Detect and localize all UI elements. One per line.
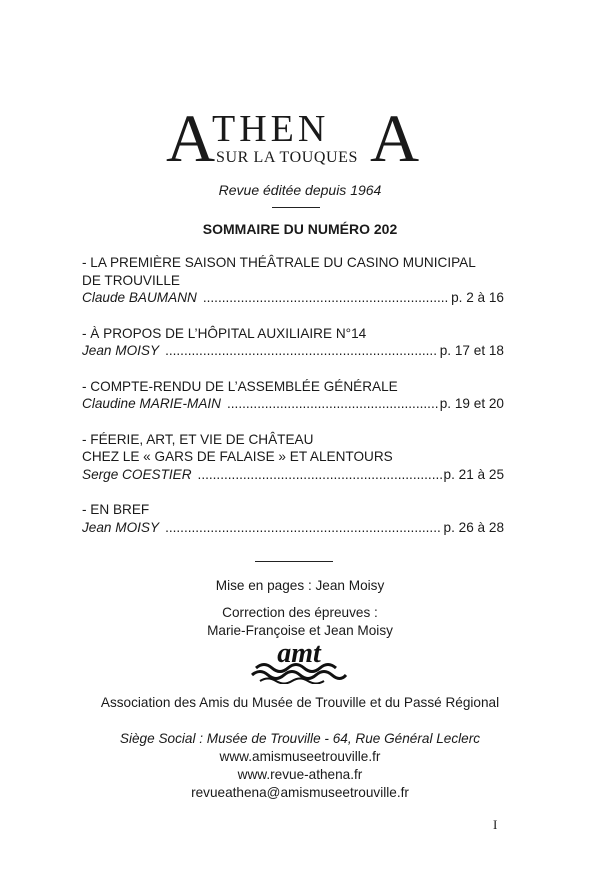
wave-line-2 <box>252 672 346 679</box>
toc-title-line: - FÉERIE, ART, ET VIE DE CHÂTEAU <box>82 431 314 447</box>
association-name: Association des Amis du Musée de Trouville et du Passé Régional <box>100 695 500 710</box>
toc-pages: p. 19 et 20 <box>439 396 504 411</box>
toc-leader-dots <box>203 289 449 307</box>
correction-names: Marie-Françoise et Jean Moisy <box>207 623 393 638</box>
toc-pages: p. 26 à 28 <box>443 519 504 535</box>
toc-leader-dots <box>165 519 441 537</box>
toc-author-line <box>82 342 504 360</box>
toc-author-line <box>82 289 504 307</box>
amt-logo-text: amt <box>277 638 321 669</box>
toc-pages: p. 21 à 25 <box>443 466 504 482</box>
logo-letter-a-right: A <box>370 100 420 176</box>
toc-pages: p. 17 et 18 <box>439 343 504 358</box>
toc-entry <box>82 431 504 484</box>
toc-author-line <box>82 395 504 413</box>
toc-author: Serge COESTIER <box>82 466 192 482</box>
logo-word: THEN <box>212 108 330 150</box>
toc-leader-dots <box>227 395 438 413</box>
toc-author-line <box>82 466 504 484</box>
toc-leader-dots <box>165 342 438 360</box>
divider-middle <box>255 561 333 562</box>
tagline: Revue éditée depuis 1964 <box>218 182 382 198</box>
siege-social: Siège Social : Musée de Trouville - 64, Rue Général Leclerc <box>119 731 481 746</box>
toc-author: Jean MOISY <box>82 519 160 535</box>
layout-credit: Mise en pages : Jean Moisy <box>215 578 385 593</box>
toc-leader-dots <box>198 466 442 484</box>
toc-title-line: - À PROPOS DE L’HÔPITAL AUXILIAIRE N°14 <box>82 325 367 341</box>
athena-logo <box>160 100 440 176</box>
logo-subtitle: SUR LA TOUQUES <box>216 149 359 166</box>
toc-entry <box>82 254 504 307</box>
toc-title-line: - COMPTE-RENDU DE L’ASSEMBLÉE GÉNÉRALE <box>82 378 398 394</box>
toc-entry <box>82 501 504 536</box>
correction-label: Correction des épreuves : <box>222 605 378 620</box>
toc-title-line: CHEZ LE « GARS DE FALAISE » ET ALENTOURS <box>82 449 393 464</box>
sommaire-heading: SOMMAIRE DU NUMÉRO 202 <box>202 221 398 237</box>
divider-short <box>272 207 320 208</box>
page-number: I <box>493 817 498 832</box>
toc-title-line: - EN BREF <box>82 502 150 517</box>
toc-title-line: - LA PREMIÈRE SAISON THÉÂTRALE DU CASINO MUNICIPAL <box>82 255 476 270</box>
toc-entry <box>82 325 504 360</box>
email-link[interactable]: revueathena@amismuseetrouville.fr <box>191 785 409 800</box>
wave-line-3 <box>260 679 324 684</box>
amt-wave-logo <box>246 638 352 684</box>
table-of-contents <box>82 254 504 554</box>
logo-letter-a-left: A <box>166 100 216 176</box>
toc-author-line <box>82 519 504 537</box>
toc-author: Claude BAUMANN <box>82 290 197 305</box>
toc-pages: p. 2 à 16 <box>451 290 504 305</box>
toc-author: Jean MOISY <box>82 343 160 358</box>
toc-title-line: DE TROUVILLE <box>82 272 180 288</box>
toc-entry <box>82 378 504 413</box>
website-link[interactable]: www.amismuseetrouville.fr <box>219 749 381 764</box>
toc-author: Claudine MARIE-MAIN <box>82 396 221 411</box>
website-link[interactable]: www.revue-athena.fr <box>237 767 363 782</box>
